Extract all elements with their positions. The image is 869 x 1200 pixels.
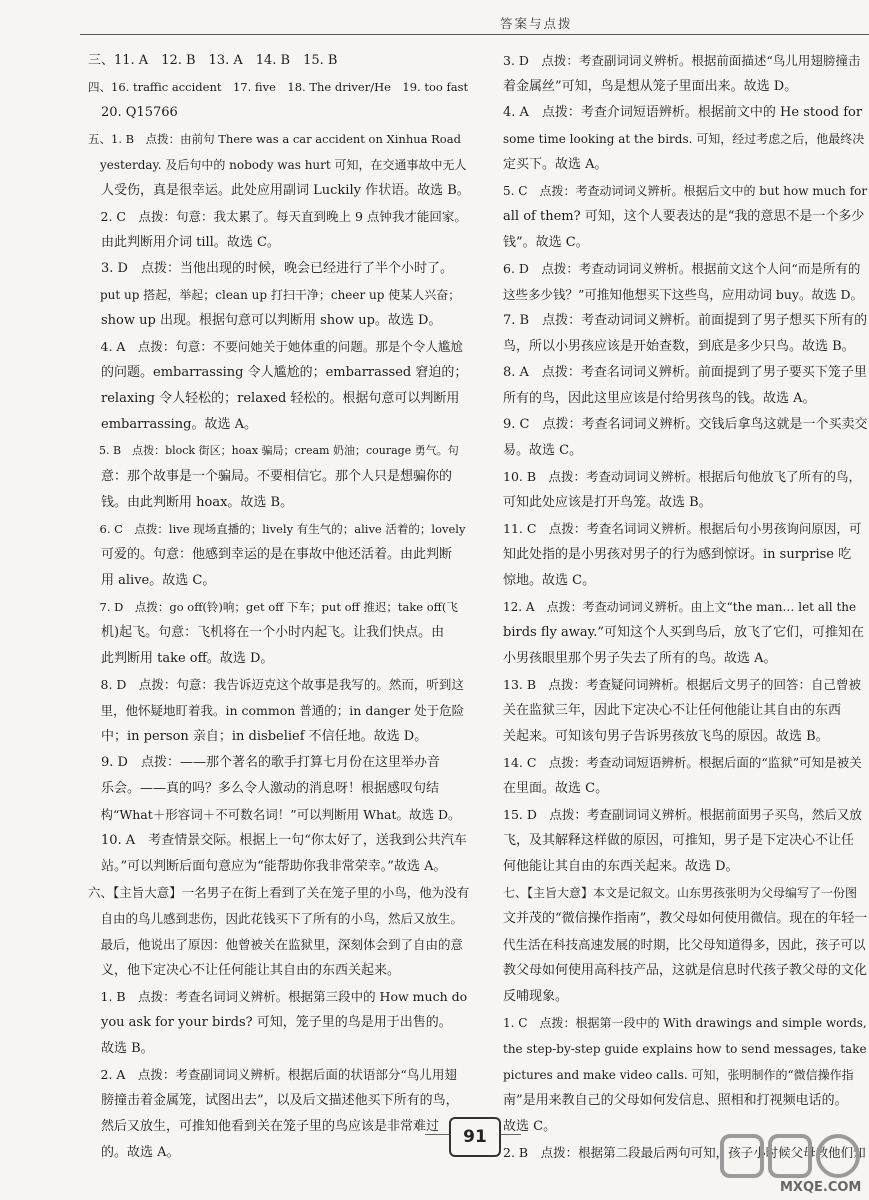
right-line-text-line: 易。故选 C。 [503,443,583,458]
right-line-text-line: 关在监狱三年，因此下定决心不让任何他能让其自由的东西 [503,703,842,718]
right-line-text-line: 9. C 点拨：考查名词词义辨析。交钱后拿鸟这就是一个买卖交 [503,417,868,432]
right-line-text-line: 教父母如何使用高科技产品，这就是信息时代孩子教父母的文化 [503,963,868,978]
page-number: 91 [463,1127,487,1147]
right-line-text-line: 11. C 点拨：考查名词词义辨析。根据后句小男孩询问原因，可 [503,521,862,536]
watermark-text: MXQE.COM [780,1180,862,1195]
left-line-text-line: 可爱的。句意：他感到幸运的是在事故中他还活着。由此判断 [88,547,453,562]
left-line-text-line: 机)起飞。句意：飞机将在一个小时内起飞。让我们快点。由 [88,625,445,640]
right-line-text-line: 这些多少钱？”可推知他想买下这些鸟，应用动词 buy。故选 D。 [503,287,863,302]
right-line-text-line: 知此处指的是小男孩对男子的行为感到惊讶。in surprise 吃 [503,547,852,562]
left-line-text-line: 由此判断用介词 till。故选 C。 [88,235,280,250]
header-title: 答案与点拨 [500,16,573,31]
right-line-text-line: 小男孩眼里那个男子失去了所有的鸟。故选 A。 [503,651,777,666]
left-line-text-line: 的。故选 A。 [88,1145,180,1160]
right-line-text-line: 13. B 点拨：考查疑问词辨析。根据后文男子的回答：自己曾被 [503,677,862,692]
left-line-text-line: 2. A 点拨：考查副词词义辨析。根据后面的状语部分“鸟儿用翅 [88,1067,457,1082]
page-header [80,8,869,35]
right-column [503,48,867,1166]
left-line-text-line: 乐会。——真的吗？多么令人激动的消息呀！根据感叹句结 [88,781,440,796]
left-line-text-line: 20. Q15766 [88,105,178,120]
left-line-text-line: 人受伤，真是很幸运。此处应用副词 Luckily 作状语。故选 B。 [88,183,470,198]
left-line-text-line: you ask for your birds? 可知，笼子里的鸟是用于出售的。 [88,1015,452,1030]
right-line-text-line: birds fly away.”可知这个人买到鸟后，放飞了它们，可推知在 [503,625,864,640]
left-line-text-line: 用 alive。故选 C。 [88,573,216,588]
left-line-text-line: 义，他下定决心不让任何能让其自由的东西关起来。 [88,963,401,978]
left-line-text-line: show up 出现。根据句意可以判断用 show up。故选 D。 [88,313,442,328]
right-line-text-line: 3. D 点拨：考查副词词义辨析。根据前面描述“鸟儿用翅膀撞击 [503,53,861,68]
left-line-text-line: 此判断用 take off。故选 D。 [88,651,274,666]
left-line-text-line: 自由的鸟儿感到悲伤，因此花钱买下了所有的小鸟，然后又放生。 [88,911,464,926]
right-line-text-line: pictures and make video calls. 可知，张明制作的“微信操作指 [503,1068,854,1082]
page-number-rule-left [425,1134,449,1135]
right-line-text-line: 12. A 点拨：考查动词词义辨析。由上文“the man… let all the [503,600,857,614]
left-line-text-line: yesterday. 及后句中的 nobody was hurt 可知，在交通事故中无人 [88,158,467,172]
left-line-text-line: 钱。由此判断用 hoax。故选 B。 [88,495,294,510]
left-line-text-line: 7. D 点拨：go off(铃)响；get off 下车；put off 推迟；take off(飞 [88,600,458,614]
left-column [88,48,471,1166]
left-line-text-line: relaxing 令人轻松的；relaxed 轻松的。根据句意可以判断用 [88,391,460,406]
right-line-text-line: all of them? 可知，这个人要表达的是“我的意思不是一个多少 [503,209,865,224]
right-line-text-line: 故选 C。 [503,1119,557,1134]
left-line-text-line: 六、【主旨大意】一名男子在街上看到了关在笼子里的小鸟，他为没有 [88,885,470,900]
right-line-text-line: 定买下。故选 A。 [503,157,608,172]
left-line-text-line: 意：那个故事是一个骗局。不要相信它。那个人只是想骗你的 [88,469,453,484]
left-line-text-line: 9. D 点拨：——那个著名的歌手打算七月份在这里举办音 [88,755,440,770]
right-line-text-line: 6. D 点拨：考查动词词义辨析。根据前文这个人问“而是所有的 [503,261,861,276]
left-line-text-line: 然后又放生，可推知他看到关在笼子里的鸟应该是非常难过 [88,1119,440,1134]
left-line-text-line: 故选 B。 [88,1041,154,1056]
right-line-text-line: 着金属丝”可知，鸟是想从笼子里面出来。故选 D。 [503,79,798,94]
left-line-text-line: 4. A 点拨：句意：不要问她关于她体重的问题。那是个令人尴尬 [88,339,463,354]
left-line-text-line: 3. D 点拨：当他出现的时候，晚会已经进行了半个小时了。 [88,261,453,276]
right-line-text-line: 文并茂的“微信操作指南”，教父母如何使用微信。现在的年轻一 [503,911,868,926]
right-line-text-line: 关起来。可知该句男子告诉男孩放飞鸟的原因。故选 B。 [503,729,829,744]
right-line-text-line: 7. B 点拨：考查动词词义辨析。前面提到了男子想买下所有的 [503,313,868,328]
right-line-text-line: 代生活在科技高速发展的时期，比父母知道得多，因此，孩子可以 [503,937,866,952]
left-line-text-line: 2. C 点拨：句意：我太累了。每天直到晚上 9 点钟我才能回家。 [88,209,467,224]
left-line-text-line: 的问题。embarrassing 令人尴尬的；embarrassed 窘迫的； [88,365,468,380]
page-number-box [449,1117,501,1157]
watermark-logo [720,1132,866,1196]
right-line-text-line: 1. C 点拨：根据第一段中的 With drawings and simple words, [503,1016,867,1030]
right-line-text-line: 15. D 点拨：考查副词词义辨析。根据前面男子买鸟，然后又放 [503,807,862,822]
right-line-text-line: 何他能让其自由的东西关起来。故选 D。 [503,859,739,874]
right-line-text-line: 10. B 点拨：考查动词词义辨析。根据后句他放飞了所有的鸟， [503,469,862,484]
left-line-text-line: 站。”可以判断后面句意应为“能帮助你我非常荣幸。”故选 A。 [88,859,447,874]
right-line-text-line: 可知此处应该是打开鸟笼。故选 B。 [503,495,712,510]
left-line-text-line: 8. D 点拨：句意：我告诉迈克这个故事是我写的。然而，听到这 [88,677,464,692]
left-line-text-line: put up 搭起，举起；clean up 打扫干净；cheer up 使某人兴奋； [88,288,461,302]
left-line-text-line: embarrassing。故选 A。 [88,417,257,432]
left-line-text-line: 1. B 点拨：考查名词词义辨析。根据第三段中的 How much do [88,989,468,1004]
right-line-text-line: 惊地。故选 C。 [503,573,596,588]
right-line-text-line: 南”是用来教自己的父母如何发信息、照相和打视频电话的。 [503,1093,848,1108]
right-line-text-line: 鸟，所以小男孩应该是开始查数，到底是多少只鸟。故选 B。 [503,339,855,354]
right-line-text-line: 2. B 点拨：根据第二段最后两句可知，孩子小时候父母教他们知 [503,1145,866,1160]
left-line-text-line: 中；in person 亲自；in disbelief 不信任地。故选 D。 [88,729,428,744]
left-line-text-line: 三、11. A 12. B 13. A 14. B 15. B [88,53,338,68]
left-line-text-line: 10. A 考查情景交际。根据上一句“你太好了，送我到公共汽车 [88,833,467,848]
right-line-text-line: 反哺现象。 [503,989,569,1004]
right-line-text-line: 钱”。故选 C。 [503,235,589,250]
left-line-text-line: 膀撞击着金属笼，试图出去”，以及后文描述他买下所有的鸟， [88,1093,459,1108]
right-line-text-line: 8. A 点拨：考查名词词义辨析。前面提到了男子要买下笼子里 [503,365,867,380]
right-line-text-line: 所有的鸟，因此这里应该是付给男孩鸟的钱。故选 A。 [503,391,816,406]
right-line-text-line: 七、【主旨大意】本文是记叙文。山东男孩张明为父母编写了一份图 [503,886,858,900]
left-line-text-line: 5. B 点拨：block 街区；hoax 骗局；cream 奶油；courage 勇气。句 [88,444,459,457]
left-line-text-line: 最后，他说出了原因：他曾被关在监狱里，深刻体会到了自由的意 [88,937,464,952]
right-line-text-line: some time looking at the birds. 可知，经过考虑之后，他最终决 [503,132,865,146]
left-line-text-line: 构“What＋形容词＋不可数名词！”可以判断用 What。故选 D。 [88,807,461,822]
left-line-text-line: 里，他怀疑地盯着我。in common 普通的；in danger 处于危险 [88,703,465,718]
left-line-text-line: 6. C 点拨：live 现场直播的；lively 有生气的；alive 活着的；lovely [88,522,466,536]
left-line-text-line: 五、1. B 点拨：由前句 There was a car accident on Xinhua Road [88,132,461,146]
right-line-text-line: 飞，及其解释这样做的原因，可推知，男子是下定决心不让任 [503,833,855,848]
right-line-text-line: the step-by-step guide explains how to send messages, take [503,1042,867,1056]
right-line-text-line: 在里面。故选 C。 [503,781,609,796]
right-line-text-line: 14. C 点拨：考查动词短语辨析。根据后面的“监狱”可知是被关 [503,755,862,770]
right-line-text-line: 4. A 点拨：考查介词短语辨析。根据前文中的 He stood for [503,105,863,120]
left-line-text-line: 四、16. traffic accident 17. five 18. The driver/He 19. too fast [88,80,469,94]
right-line-text-line: 5. C 点拨：考查动词词义辨析。根据后文中的 but how much for [503,184,868,198]
